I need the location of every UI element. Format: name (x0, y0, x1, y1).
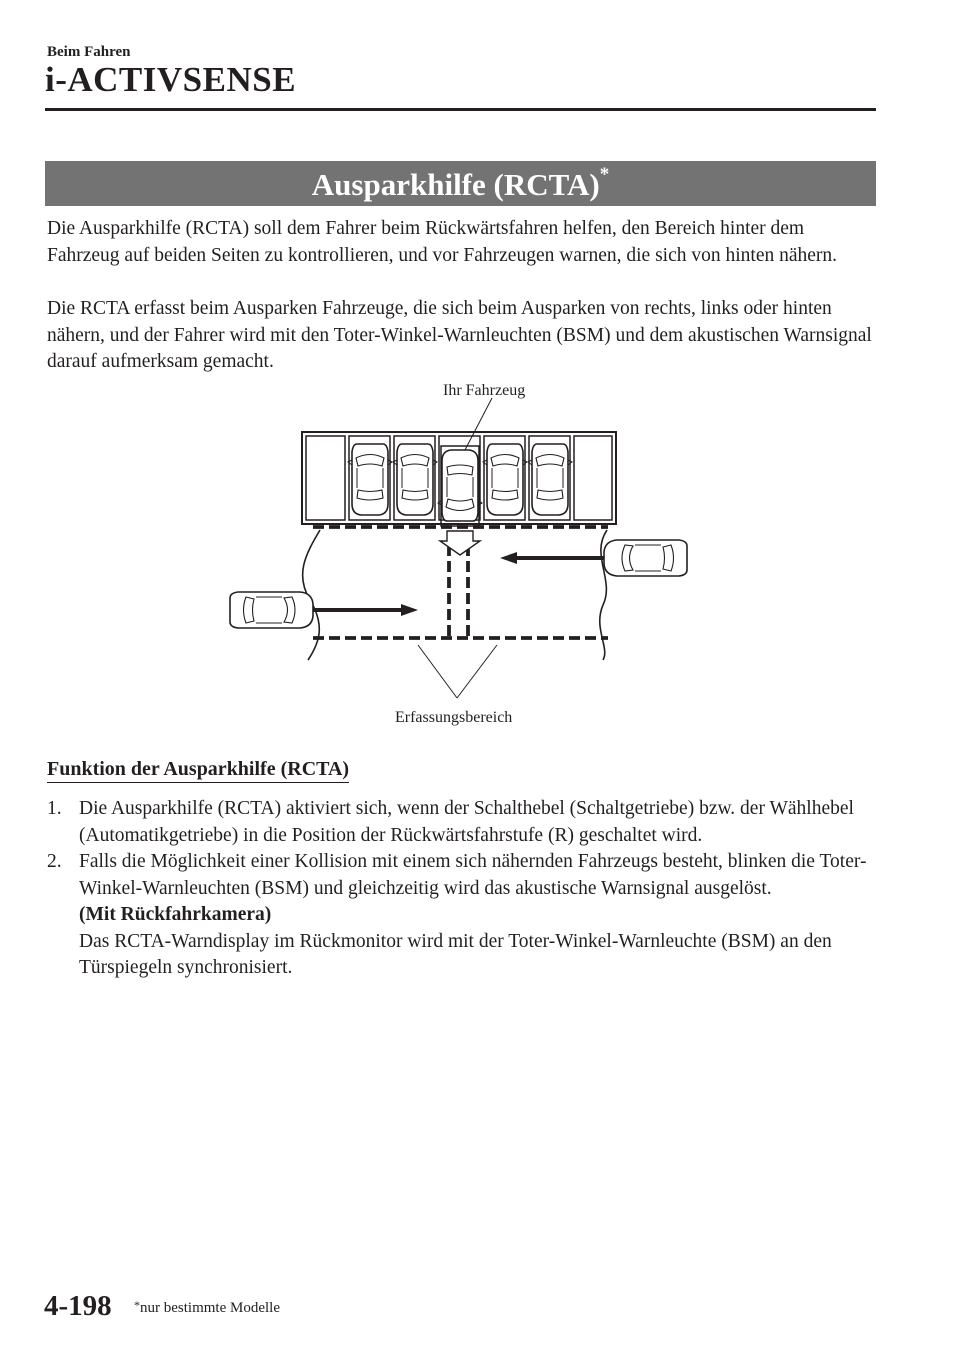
list-number: 1. (47, 798, 62, 819)
arrowhead-icon (500, 552, 517, 564)
parked-car (528, 444, 572, 515)
list-subheading: (Mit Rückfahrkamera) (79, 904, 272, 925)
label-your-vehicle: Ihr Fahrzeug (443, 382, 526, 399)
intro-paragraph-2: Die RCTA erfasst beim Ausparken Fahrzeuge, die sich beim Ausparken von rechts, links oder hinten nähern, und der Fahrer wird mit den Toter-Winkel-Warnleuchten (BSM) und dem akustischen Warnsignal darauf aufmerksam gemacht. (47, 298, 872, 372)
section-heading: Funktion der Ausparkhilfe (RCTA) (47, 757, 349, 783)
list-number: 2. (47, 851, 62, 872)
parking-diagram (225, 380, 695, 735)
approaching-car-right (604, 540, 687, 576)
arrowhead-icon (401, 604, 418, 616)
banner-title: Ausparkhilfe (RCTA) (311, 167, 600, 202)
footnote-marker: * (134, 1298, 140, 1312)
leader-line (418, 645, 457, 698)
reverse-arrow (440, 531, 480, 555)
label-detection-area: Erfassungsbereich (395, 709, 513, 726)
section-header: Beim Fahren (47, 44, 131, 60)
list-text: Falls die Möglichkeit einer Kollision mit einem sich nähernden Fahrzeugs besteht, blinken die Toter-Winkel-Warnleuchten (BSM) und gleichzeitig wird das akustische Warnsignal ausgelöst. (79, 851, 867, 899)
chapter-title: i-ACTIVSENSE (45, 60, 297, 99)
leader-line (457, 645, 497, 698)
list-item (47, 796, 877, 849)
footnote-text: nur bestimmte Modelle (140, 1300, 280, 1316)
footnote (134, 1300, 280, 1317)
intro-paragraph-1: Die Ausparkhilfe (RCTA) soll dem Fahrer beim Rückwärtsfahren helfen, den Bereich hinter dem Fahrzeug auf beiden Seiten zu kontrollieren, und vor Fahrzeugen warnen, die sich von hinten nähern. (47, 218, 838, 266)
header-rule (45, 108, 876, 111)
list-text: Die Ausparkhilfe (RCTA) aktiviert sich, wenn der Schalthebel (Schaltgetriebe) bzw. der Wählhebel (Automatikgetriebe) in die Position der Rückwärtsfahrstufe (R) geschaltet wird. (79, 798, 854, 846)
section-banner (45, 161, 876, 206)
parked-car (393, 444, 437, 515)
function-list (47, 796, 877, 982)
approaching-car-left (230, 592, 313, 628)
parked-car (483, 444, 527, 515)
rcta-illustration (225, 380, 695, 735)
banner-marker: * (599, 163, 610, 185)
list-subtext: Das RCTA-Warndisplay im Rückmonitor wird mit der Toter-Winkel-Warnleuchte (BSM) an den Türspiegeln synchronisiert. (79, 930, 832, 978)
own-vehicle (438, 446, 482, 526)
parked-car (348, 444, 392, 515)
page-number: 4-198 (44, 1290, 112, 1322)
list-item (47, 849, 877, 982)
